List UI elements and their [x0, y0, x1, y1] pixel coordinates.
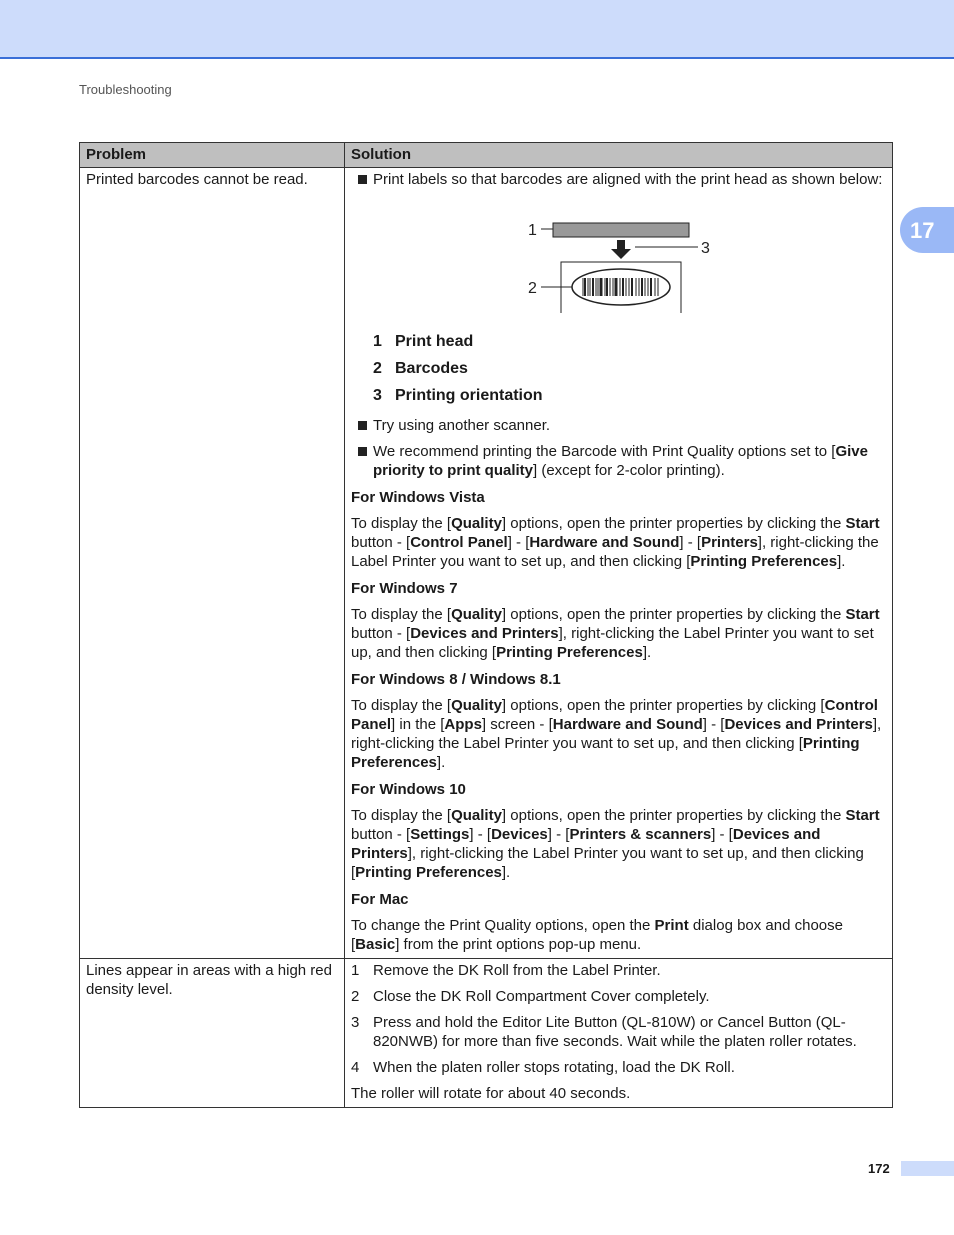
- step-item: 3 Press and hold the Editor Lite Button (QL-810W) or Cancel Button (QL-820NWB) for more than five seconds. Wait while the platen roller rotates.: [351, 1014, 857, 1050]
- instruction-paragraph: To display the [Quality] options, open the printer properties by clicking the Start button - [Settings] - [Devices] - [Printers & scanners] - [Devices and Printers], right-clicking the Label Printer you want to set up, and then clicking [Printing Preferences].: [351, 807, 880, 881]
- instruction-paragraph: To display the [Quality] options, open the printer properties by clicking [Control Panel] in the [Apps] screen - [Hardware and Sound] - [Devices and Printers], right-clicking the Label Printer you want to set up, and then clicking [Printing Preferences].: [351, 697, 882, 771]
- callout-label-1: 1: [528, 222, 537, 239]
- step-item: 2 Close the DK Roll Compartment Cover completely.: [351, 988, 710, 1005]
- step-item: 4 When the platen roller stops rotating, load the DK Roll.: [351, 1059, 735, 1076]
- os-heading-vista: For Windows Vista: [351, 489, 485, 506]
- legend-item: 3 Printing orientation: [373, 387, 543, 404]
- arrow-shaft: [617, 240, 625, 249]
- figure-legend: [373, 332, 886, 406]
- column-header-problem: Problem: [80, 143, 345, 168]
- os-heading-win7: For Windows 7: [351, 580, 458, 597]
- breadcrumb: Troubleshooting: [79, 82, 172, 97]
- table-header-row: [80, 143, 893, 168]
- problem-cell: Printed barcodes cannot be read.: [80, 168, 345, 959]
- os-heading-mac: For Mac: [351, 891, 409, 908]
- os-heading-win10: For Windows 10: [351, 781, 466, 798]
- callout-label-3: 3: [701, 240, 710, 257]
- table-row: [80, 959, 893, 1108]
- footer-bar: [901, 1161, 954, 1176]
- instruction-paragraph: To display the [Quality] options, open the printer properties by clicking the Start button - [Control Panel] - [Hardware and Sound] - [Printers], right-clicking the Label Printer you want to set up, and then clicking [Printing Preferences].: [351, 515, 880, 570]
- problem-cell: Lines appear in areas with a high red density level.: [80, 959, 345, 1108]
- solution-cell: [345, 959, 893, 1108]
- header-bar: [0, 0, 954, 59]
- os-heading-win8: For Windows 8 / Windows 8.1: [351, 671, 561, 688]
- barcode-alignment-figure: [521, 196, 751, 324]
- chapter-tab[interactable]: 17: [900, 207, 954, 253]
- bullet-item: Try using another scanner.: [351, 416, 886, 435]
- column-header-solution: Solution: [345, 143, 893, 168]
- table-row: [80, 168, 893, 959]
- solution-cell: [345, 168, 893, 959]
- legend-item: 1 Print head: [373, 333, 474, 350]
- barcode-icon: [583, 278, 658, 296]
- callout-label-2: 2: [528, 280, 537, 297]
- legend-item: 2 Barcodes: [373, 360, 468, 377]
- bullet-item: We recommend printing the Barcode with Print Quality options set to [Give priority to print quality] (except for 2-color printing).: [351, 442, 886, 480]
- step-item: 1 Remove the DK Roll from the Label Printer.: [351, 962, 661, 979]
- print-head-shape: [553, 223, 689, 237]
- alignment-diagram: [521, 196, 751, 324]
- instruction-paragraph: To display the [Quality] options, open the printer properties by clicking the Start button - [Devices and Printers], right-clicking the Label Printer you want to set up, and then clicking [Printing Preferences].: [351, 606, 880, 661]
- page-number: 172: [868, 1161, 890, 1176]
- bullet-item: Print labels so that barcodes are aligned with the print head as shown below:: [351, 170, 886, 189]
- arrow-down-icon: [611, 249, 631, 259]
- troubleshooting-table: [79, 142, 893, 1108]
- instruction-paragraph: To change the Print Quality options, open the Print dialog box and choose [Basic] from the print options pop-up menu.: [351, 917, 843, 953]
- note-text: The roller will rotate for about 40 seconds.: [351, 1085, 631, 1102]
